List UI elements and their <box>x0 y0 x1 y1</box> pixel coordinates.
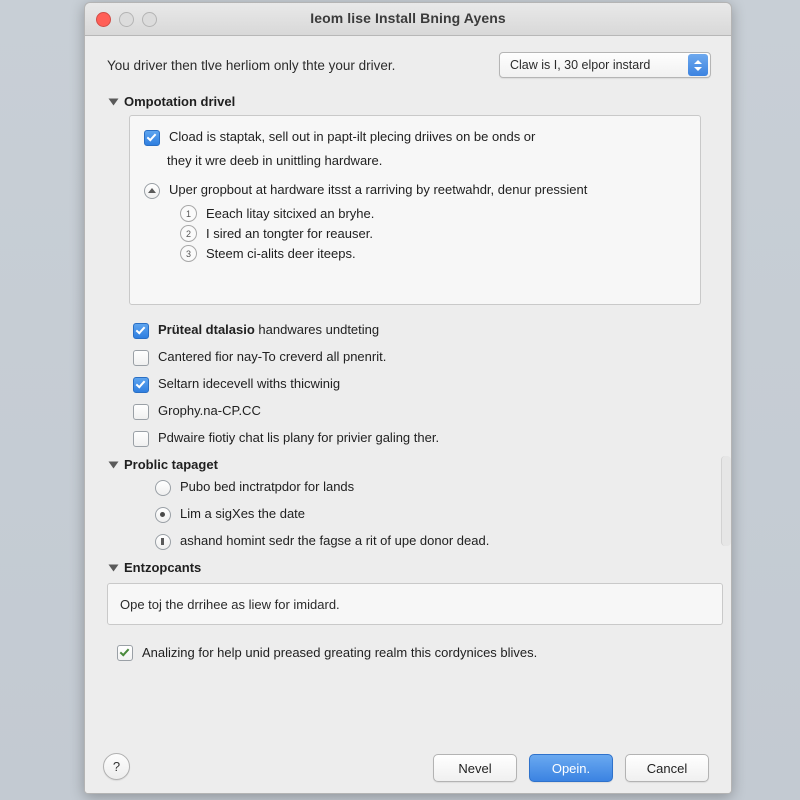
section-title-second: Problic tapaget <box>124 457 218 472</box>
option-row-5[interactable] <box>133 429 709 447</box>
option-row-3[interactable] <box>133 375 709 393</box>
main-checkbox-label: Cload is staptak, sell out in papt-ilt plecing driives on be onds or <box>169 129 536 144</box>
option-label-3: Seltarn idecevell withs thicwinig <box>158 376 341 391</box>
section-title-first: Ompotation drivel <box>124 94 236 109</box>
checkbox-option-1[interactable] <box>133 323 149 339</box>
footer-checkbox-label: Analizing for help unid preased greating realm this cordynices blives. <box>142 644 538 660</box>
checkbox-option-5[interactable] <box>133 431 149 447</box>
options-checkbox-list <box>133 321 709 447</box>
main-checkbox-row[interactable] <box>144 128 686 146</box>
disclosure-triangle-icon[interactable] <box>109 98 119 105</box>
open-button[interactable]: Opein. <box>529 754 613 782</box>
inner-disclosure-label: Uper gropbout at hardware itsst a rarriving by reetwahdr, denur pressient <box>169 182 588 197</box>
radio-row-2[interactable] <box>155 505 709 523</box>
notes-textbox-value: Ope toj the drrihee as liew for imidard. <box>120 596 340 612</box>
notes-textbox[interactable] <box>107 583 723 625</box>
scrollbar-thumb[interactable] <box>721 456 731 546</box>
list-item <box>180 205 686 222</box>
option-row-2[interactable] <box>133 348 709 366</box>
list-item <box>180 245 686 262</box>
radio-option-2[interactable] <box>155 507 171 523</box>
nevel-button[interactable]: Nevel <box>433 754 517 782</box>
installer-window <box>84 2 732 794</box>
list-number-badge: 2 <box>180 225 197 242</box>
checkbox-main[interactable] <box>144 130 160 146</box>
radio-label-3: ashand homint sedr the fagse a rit of upe donor dead. <box>180 533 490 548</box>
section-ompotation-drivel <box>85 94 731 447</box>
checkbox-footer[interactable] <box>117 645 133 661</box>
radio-option-3[interactable] <box>155 534 171 550</box>
stepper-arrows-icon[interactable] <box>688 54 708 76</box>
section-problic-tapaget <box>85 457 731 550</box>
list-item-label: I sired an tongter for reauser. <box>206 226 373 241</box>
option-label-5: Pdwaire fiotiy chat lis plany for privier galing ther. <box>158 430 440 445</box>
radio-label-2: Lim a sigXes the date <box>180 506 306 521</box>
section-header-first[interactable] <box>107 94 709 109</box>
header-row <box>85 36 731 84</box>
option-label-4: Grophy.na-CP.CC <box>158 403 261 418</box>
list-number-badge: 1 <box>180 205 197 222</box>
section-entzopcants <box>85 560 731 575</box>
option-row-1[interactable] <box>133 321 709 339</box>
window-body <box>85 36 731 794</box>
checkbox-option-3[interactable] <box>133 377 149 393</box>
inner-disclosure-row[interactable] <box>144 181 686 199</box>
window-titlebar[interactable] <box>85 3 731 36</box>
radio-row-3[interactable] <box>155 532 709 550</box>
driver-popup-button[interactable] <box>499 52 711 78</box>
option-row-4[interactable] <box>133 402 709 420</box>
window-title: Ieom lise Install Bning Ayens <box>310 10 506 26</box>
footer-checkbox-row[interactable] <box>117 643 731 661</box>
section-header-second[interactable] <box>107 457 709 472</box>
section-header-third[interactable] <box>107 560 709 575</box>
radio-option-1[interactable] <box>155 480 171 496</box>
option-label-1-rest: handwares undteting <box>254 322 380 337</box>
option-label-1-bold: Prüteal dtalasio <box>158 322 255 337</box>
disclosure-triangle-icon-inner[interactable] <box>144 183 160 199</box>
option-label-2: Cantered fior nay-To creverd all pnenrit. <box>158 349 387 364</box>
section-title-third: Entzopcants <box>124 560 202 575</box>
disclosure-triangle-icon-third[interactable] <box>109 564 119 571</box>
footer-button-group <box>433 754 709 782</box>
radio-row-1[interactable] <box>155 478 709 496</box>
help-button[interactable]: ? <box>103 753 130 780</box>
list-item <box>180 225 686 242</box>
header-lead-text: You driver then tlve herliom only thte your driver. <box>107 57 396 73</box>
cancel-button[interactable]: Cancel <box>625 754 709 782</box>
first-groupbox <box>129 115 701 305</box>
dialog-footer <box>85 728 731 794</box>
checkbox-option-4[interactable] <box>133 404 149 420</box>
radio-label-1: Pubo bed inctratpdor for lands <box>180 479 355 494</box>
list-number-badge: 3 <box>180 245 197 262</box>
driver-popup-value: Claw is I, 30 elpor instard <box>510 58 651 72</box>
checkbox-option-2[interactable] <box>133 350 149 366</box>
radio-group-second <box>155 478 709 550</box>
list-item-label: Steem ci-alits deer iteeps. <box>206 246 356 261</box>
disclosure-triangle-icon-second[interactable] <box>109 461 119 468</box>
list-item-label: Eeach litay sitcixed an bryhe. <box>206 206 375 221</box>
main-checkbox-label-line2: they it wre deeb in unittling hardware. <box>167 153 383 168</box>
